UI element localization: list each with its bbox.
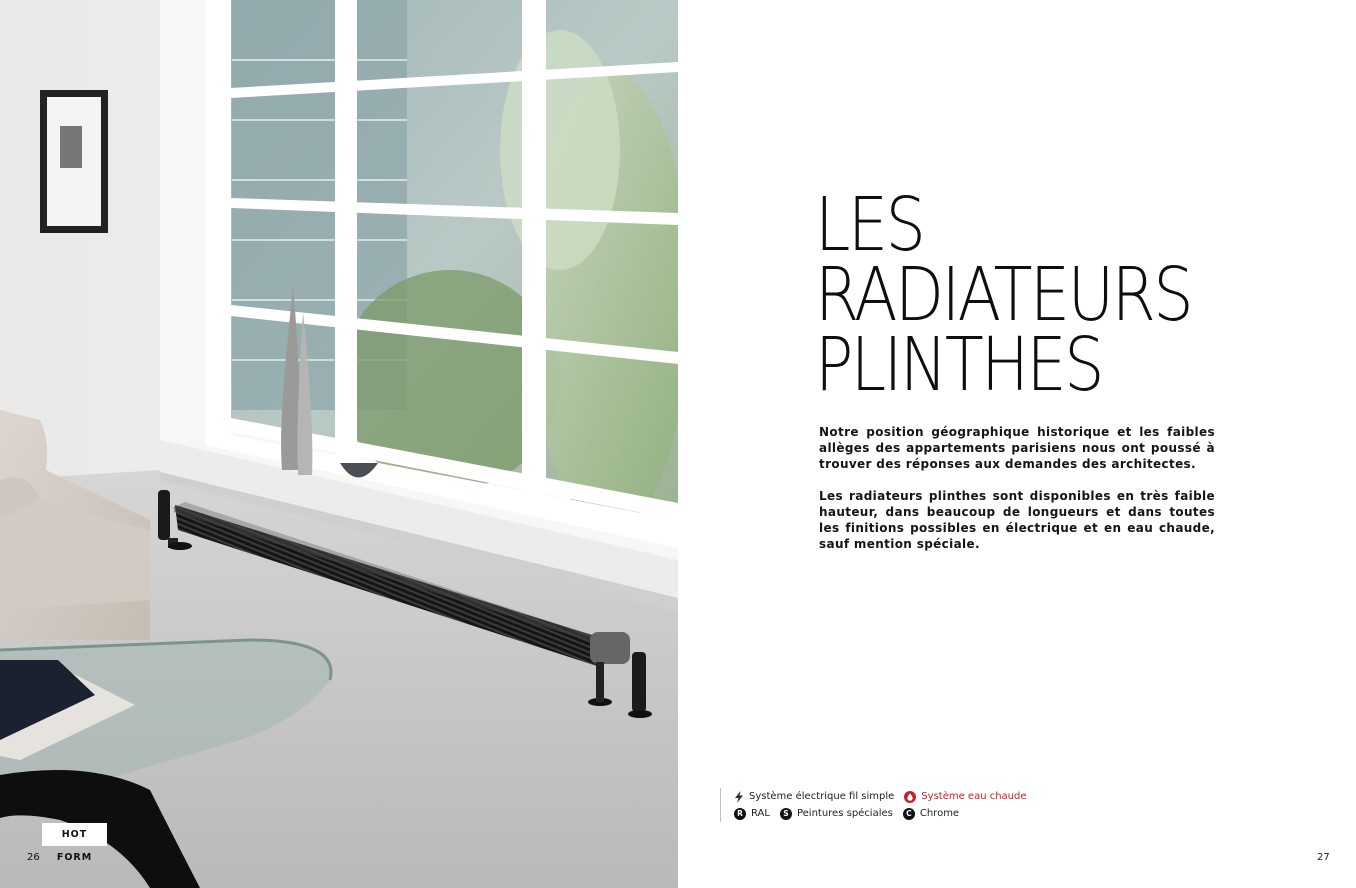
ral-badge-icon: R — [734, 808, 746, 820]
page-number-right: 27 — [1317, 852, 1330, 863]
special-paint-badge-icon: S — [780, 808, 792, 820]
intro-paragraph: Notre position géographique historique et les faibles allèges des appartements parisiens nous ont poussé à trouver des réponses aux demandes des architectes. — [819, 425, 1215, 471]
legend-finish-special-label: Peintures spéciales — [796, 808, 893, 819]
title-line-3: PLINTHES — [815, 322, 1102, 408]
title-line-1: LES — [815, 182, 924, 268]
legend-water — [904, 791, 1026, 803]
legend-water-label: Système eau chaude — [921, 791, 1027, 802]
page-title — [815, 182, 1192, 408]
legend-finish-ral — [734, 808, 770, 820]
legend-finish-chrome-label: Chrome — [919, 808, 960, 819]
legend-systems-row — [734, 788, 1037, 805]
legend — [720, 788, 1037, 822]
title-line-2: RADIATEURS — [815, 252, 1192, 338]
legend-electric-label: Système électrique fil simple — [749, 791, 895, 802]
page-number-left: 26 — [27, 852, 40, 863]
brand-tag: HOT FORM — [42, 823, 107, 846]
legend-finish-ral-label: RAL — [751, 808, 770, 819]
legend-finish-chrome — [903, 808, 959, 820]
legend-electric — [734, 791, 894, 803]
availability-paragraph: Les radiateurs plinthes sont disponibles en très faible hauteur, dans beaucoup de longueurs et dans toutes les finitions possibles en électrique et en eau chaude, sauf mention spéciale. — [819, 489, 1215, 551]
lightning-icon — [734, 791, 744, 803]
legend-finish-special — [780, 808, 893, 820]
legend-finishes-row — [734, 805, 1037, 822]
water-drop-icon — [904, 791, 916, 803]
chrome-badge-icon: C — [903, 808, 915, 820]
